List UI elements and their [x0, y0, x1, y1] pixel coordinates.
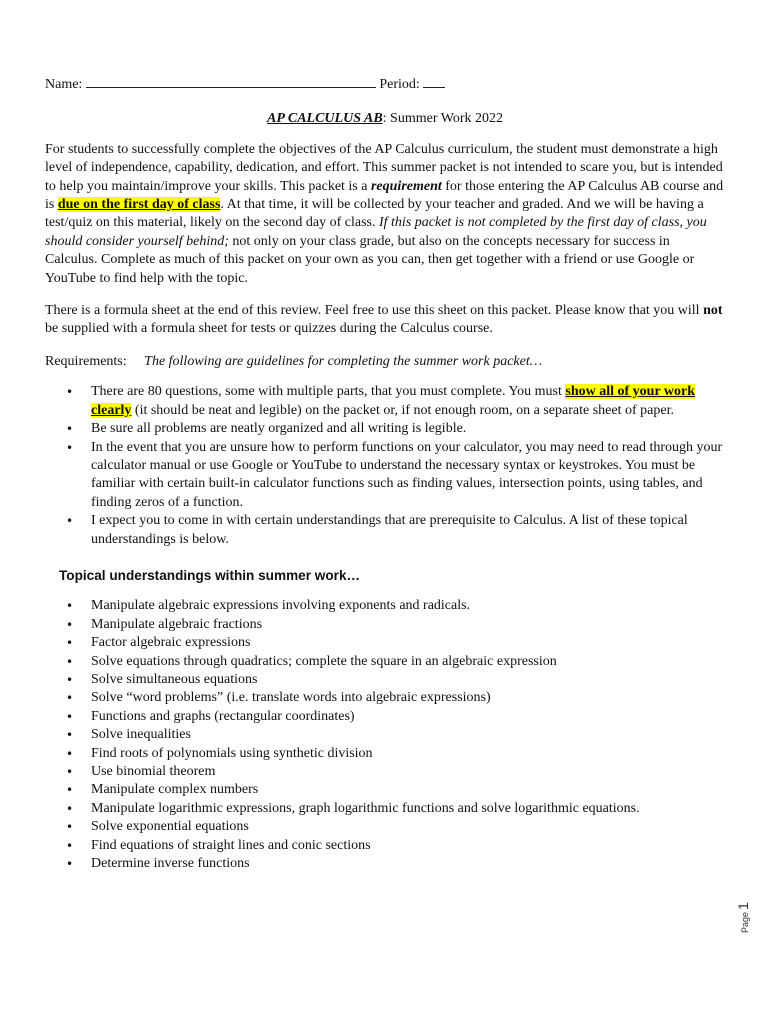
list-item: • Solve “word problems” (i.e. translate words into algebraic expressions)	[91, 689, 725, 707]
list-item: • Find equations of straight lines and conic sections	[91, 837, 725, 855]
formula-text-2: be supplied with a formula sheet for tests or quizzes during the Calculus course.	[45, 321, 493, 337]
period-blank-line[interactable]	[423, 74, 445, 88]
list-item: • Manipulate logarithmic expressions, graph logarithmic functions and solve logarithmic equations.	[91, 800, 725, 818]
req-item-1-text: There are 80 questions, some with multiple parts, that you must complete. You must	[91, 384, 566, 400]
behind-warning: If this packet is not completed by the first day of class, you should consider yourself behind;	[45, 215, 707, 249]
intro-text-2: for those entering the AP Calculus AB course and is	[45, 178, 724, 213]
formula-text-1: There is a formula sheet at the end of this review. Feel free to use this sheet on this packet. Please know that you will	[45, 303, 704, 319]
list-item: • Solve simultaneous equations	[91, 671, 725, 689]
list-item: • Be sure all problems are neatly organized and all writing is legible.	[91, 420, 725, 438]
course-title: AP CALCULUS AB	[267, 111, 383, 127]
intro-text-3: . At that time, it will be collected by your teacher and graded. And we will be having a test/quiz on this material, likely on the second day of class.	[45, 197, 704, 231]
name-period-row	[45, 74, 725, 94]
list-item: • Manipulate algebraic fractions	[91, 616, 725, 634]
requirements-list	[45, 383, 725, 549]
list-item: • Solve exponential equations	[91, 818, 725, 836]
period-label: Period:	[379, 77, 420, 92]
requirement-word: requirement	[370, 178, 442, 194]
page-number	[735, 902, 769, 933]
name-blank-line[interactable]	[86, 74, 376, 88]
list-item: • I expect you to come in with certain understandings that are prerequisite to Calculus. A list of these topical understandings is below.	[91, 512, 725, 549]
list-item: • Factor algebraic expressions	[91, 634, 725, 652]
list-item: • Manipulate algebraic expressions involving exponents and radicals.	[91, 597, 725, 615]
due-date-highlight: due on the first day of class	[57, 197, 221, 213]
title-rest: : Summer Work 2022	[382, 111, 503, 127]
requirements-label: Requirements:	[45, 353, 127, 369]
document-page	[45, 74, 725, 873]
requirements-guideline: The following are guidelines for completing the summer work packet…	[144, 353, 543, 369]
not-word: not	[703, 303, 723, 319]
list-item	[91, 383, 725, 420]
topical-heading: Topical understandings within summer work…	[59, 567, 361, 583]
page-title	[45, 110, 725, 128]
show-work-highlight: show all of your work clearly	[91, 384, 696, 418]
requirements-heading	[45, 353, 725, 371]
list-item: • Solve equations through quadratics; complete the square in an algebraic expression	[91, 653, 725, 671]
intro-text-1: For students to successfully complete the objectives of the AP Calculus curriculum, the student must demonstrate a high level of independence, capability, dedication, and effort. This summer packet is not intended to scare you, but is intended to help you maintain/improve your skills. This packet is a	[45, 141, 723, 194]
topical-list	[45, 597, 725, 873]
name-label: Name:	[45, 77, 83, 92]
list-item: • Determine inverse functions	[91, 855, 725, 873]
intro-paragraph	[45, 141, 725, 288]
page-label: Page	[740, 911, 750, 933]
page-number-value: 1	[735, 902, 751, 910]
list-item: • Manipulate complex numbers	[91, 781, 725, 799]
formula-sheet-paragraph	[45, 302, 725, 339]
list-item: • Solve inequalities	[91, 726, 725, 744]
intro-text-4: not only on your class grade, but also on the concepts necessary for success in Calculus. Complete as much of this packet on your own as you can, then get together with a friend or use Google or YouTube to find help with the topic.	[45, 233, 695, 286]
list-item: • In the event that you are unsure how to perform functions on your calculator, you may need to read through your calculator manual or use Google or YouTube to understand the necessary syntax or keystrokes. You must be familiar with certain built-in calculator functions such as finding values, intersection points, using tables, and finding zeros of a function.	[91, 439, 725, 513]
req-item-1-text-b: (it should be neat and legible) on the packet or, if not enough room, on a separate sheet of paper.	[131, 402, 674, 418]
list-item: • Find roots of polynomials using synthetic division	[91, 745, 725, 763]
list-item: • Use binomial theorem	[91, 763, 725, 781]
list-item: • Functions and graphs (rectangular coordinates)	[91, 708, 725, 726]
